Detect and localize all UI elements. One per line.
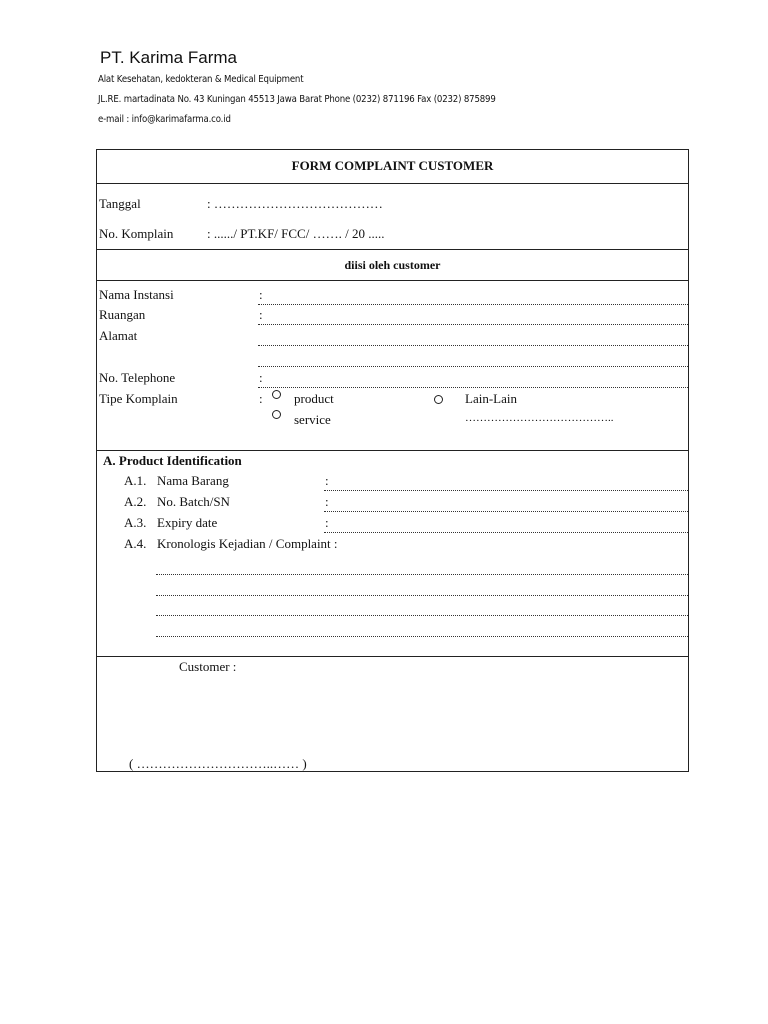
- no-batch-input[interactable]: [324, 511, 688, 512]
- lain-lain-radio-icon[interactable]: [434, 395, 443, 404]
- service-option-label: service: [294, 412, 331, 427]
- service-radio-icon[interactable]: [272, 410, 281, 419]
- item-number: A.3.: [124, 515, 147, 530]
- customer-section-title: diisi oleh customer: [344, 258, 441, 272]
- item-number: A.4.: [124, 536, 147, 551]
- customer-signature-line[interactable]: ( …………………………..…… ): [129, 756, 307, 771]
- kronologis-label: Kronologis Kejadian / Complaint :: [157, 536, 338, 551]
- colon: :: [259, 287, 263, 302]
- product-radio-icon[interactable]: [272, 390, 281, 399]
- customer-signature-label: Customer :: [179, 659, 237, 674]
- ruangan-input[interactable]: [258, 324, 688, 325]
- kronologis-input-line-4[interactable]: [156, 636, 688, 637]
- nama-instansi-label: Nama Instansi: [99, 287, 174, 302]
- no-telephone-label: No. Telephone: [99, 370, 176, 385]
- customer-details-section: [97, 280, 688, 451]
- no-batch-label: No. Batch/SN: [157, 494, 230, 509]
- no-komplain-label: No. Komplain: [99, 226, 174, 241]
- complaint-form: [96, 149, 689, 772]
- expiry-date-input[interactable]: [324, 532, 688, 533]
- product-identification-section: [97, 450, 688, 657]
- alamat-label: Alamat: [99, 328, 138, 343]
- colon: :: [325, 494, 329, 509]
- tanggal-label: Tanggal: [99, 196, 141, 211]
- company-tagline: Alat Kesehatan, kedokteran & Medical Equipment: [98, 74, 304, 85]
- item-number: A.2.: [124, 494, 147, 509]
- no-telephone-input[interactable]: [258, 387, 688, 388]
- product-identification-heading: A. Product Identification: [103, 453, 242, 468]
- alamat-input-line-2[interactable]: [258, 366, 688, 367]
- colon: :: [325, 473, 329, 488]
- alamat-input-line-1[interactable]: [258, 345, 688, 346]
- kronologis-input-line-1[interactable]: [156, 574, 688, 575]
- kronologis-input-line-2[interactable]: [156, 595, 688, 596]
- signature-section: [97, 656, 688, 772]
- colon: :: [259, 307, 263, 322]
- item-number: A.1.: [124, 473, 147, 488]
- company-name: PT. Karima Farma: [100, 48, 237, 67]
- tanggal-field[interactable]: : …………………………………: [207, 196, 383, 211]
- expiry-date-label: Expiry date: [157, 515, 218, 530]
- kronologis-input-line-3[interactable]: [156, 615, 688, 616]
- no-komplain-field[interactable]: : ....../ PT.KF/ FCC/ ……. / 20 .....: [207, 226, 385, 241]
- ruangan-label: Ruangan: [99, 307, 146, 322]
- form-title-section: [97, 150, 688, 183]
- customer-section-header: [97, 249, 688, 281]
- nama-instansi-input[interactable]: [258, 304, 688, 305]
- colon: :: [325, 515, 329, 530]
- date-number-section: [97, 183, 688, 250]
- nama-barang-label: Nama Barang: [157, 473, 229, 488]
- lain-lain-input[interactable]: …………………………………..: [465, 412, 614, 424]
- lain-lain-option-label: Lain-Lain: [465, 391, 517, 406]
- nama-barang-input[interactable]: [324, 490, 688, 491]
- company-address: JL.RE. martadinata No. 43 Kuningan 45513 Jawa Barat Phone (0232) 871196 Fax (0232) 875899: [98, 94, 496, 105]
- tipe-komplain-label: Tipe Komplain: [99, 391, 178, 406]
- company-email: e-mail : info@karimafarma.co.id: [98, 114, 231, 125]
- product-option-label: product: [294, 391, 334, 406]
- colon: :: [259, 370, 263, 385]
- colon: :: [259, 391, 263, 406]
- form-title: FORM COMPLAINT CUSTOMER: [291, 158, 494, 173]
